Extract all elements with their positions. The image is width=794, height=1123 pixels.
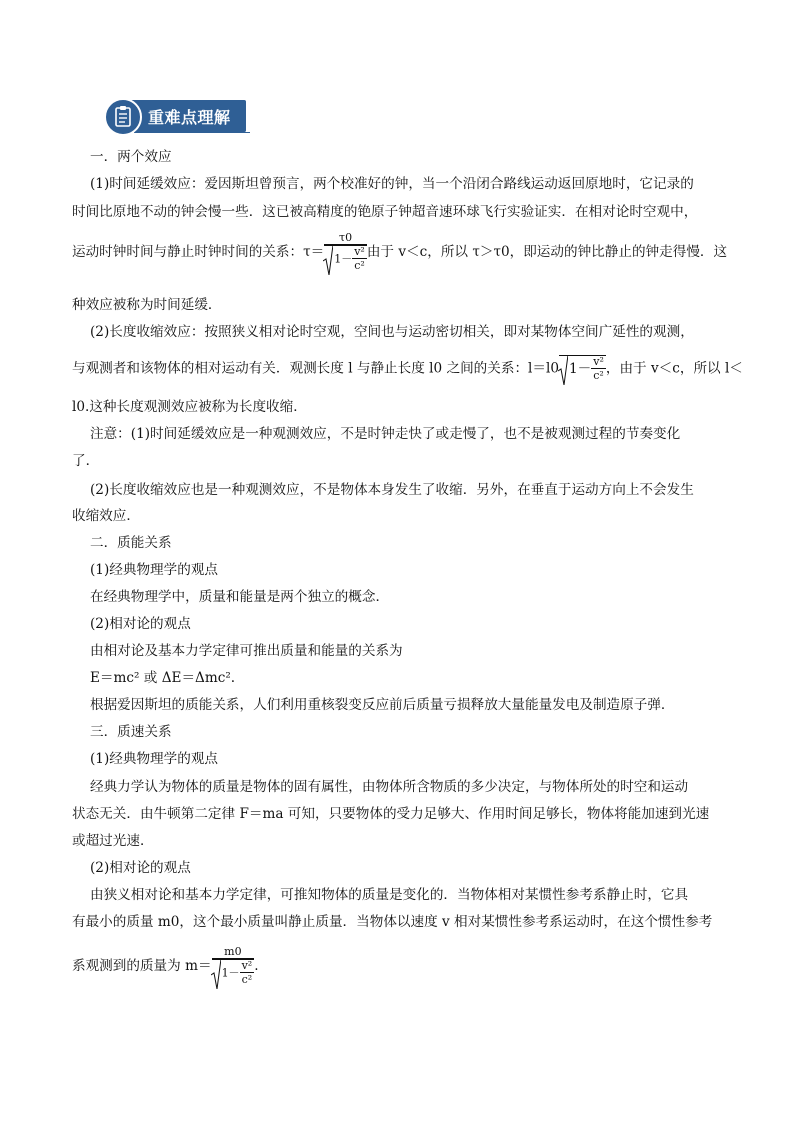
mass-velocity-relativity-line-1: 由狭义相对论和基本力学定律，可推知物体的质量是变化的．当物体相对某惯性参考系静止时，它具 — [90, 887, 689, 903]
formula-numerator-m0: m0 — [212, 946, 255, 959]
header-underline — [134, 132, 250, 133]
mass-energy-relativity-heading: (2)相对论的观点 — [90, 616, 191, 632]
length-relation-conclusion: ，由于 v＜c，所以 l＜ — [605, 360, 743, 377]
time-dilation-line-4: 种效应被称为时间延缓． — [72, 297, 222, 313]
mass-velocity-formula — [212, 946, 255, 987]
mass-velocity-classic-line-2: 状态无关．由牛顿第二定律 F＝ma 可知，只要物体的受力足够大、作用时间足够长，物体将能加速到光速 — [72, 806, 710, 822]
time-dilation-line-2: 时间比原地不动的钟会慢一些．这已被高精度的铯原子钟超音速环球飞行实验证实．在相对论时空观中， — [72, 204, 698, 220]
mass-velocity-relativity-line-2: 有最小的质量 m0，这个最小质量叫静止质量．当物体以速度 v 相对某惯性参考系运动时，在这个惯性参考 — [72, 914, 713, 930]
mass-velocity-classic-line-1: 经典力学认为物体的质量是物体的固有属性，由物体所含物质的多少决定，与物体所处的时空和运动 — [90, 779, 689, 795]
mass-velocity-relativity-heading: (2)相对论的观点 — [90, 860, 191, 876]
length-relation-text: 与观测者和该物体的相对运动有关．观测长度 l 与静止长度 l0 之间的关系：l＝l0 — [72, 360, 559, 377]
mass-energy-relativity-text: 由相对论及基本力学定律可推出质量和能量的关系为 — [90, 643, 403, 659]
section-header-badge — [104, 98, 246, 136]
note-line-4: 收缩效应． — [72, 508, 140, 524]
section-3-title: 三．质速关系 — [90, 724, 172, 740]
time-dilation-line-1: (1)时间延缓效应：爱因斯坦曾预言，两个校准好的钟，当一个沿闭合路线运动返回原地时，它记录的 — [90, 176, 694, 192]
length-contraction-line-1: (2)长度收缩效应：按照狭义相对论时空观，空间也与运动密切相关，即对某物体空间广延性的观测， — [90, 324, 694, 340]
formula-period: . — [254, 958, 259, 974]
mass-energy-application: 根据爱因斯坦的质能关系，人们利用重核裂变反应前后质量亏损释放大量能量发电及制造原子弹． — [90, 697, 675, 713]
section-1-title: 一．两个效应 — [90, 149, 172, 165]
mass-velocity-relativity-line-3 — [72, 946, 259, 987]
note-line-2: 了． — [72, 453, 100, 469]
time-relation-text: 运动时钟时间与静止时钟时间的关系：τ＝ — [72, 244, 325, 260]
note-line-1: 注意：(1)时间延缓效应是一种观测效应，不是时钟走快了或走慢了，也不是被观测过程的节奏变化 — [90, 426, 681, 442]
mass-relation-text: 系观测到的质量为 m＝ — [72, 958, 212, 974]
mass-velocity-classic-heading: (1)经典物理学的观点 — [90, 751, 219, 767]
length-formula-sqrt: 1－ $\frac{\text{v²}}{\text{c²}}$ — [559, 355, 606, 383]
clipboard-icon — [104, 98, 142, 136]
note-line-3: (2)长度收缩效应也是一种观测效应，不是物体本身发生了收缩．另外，在垂直于运动方向上不会发生 — [90, 482, 694, 498]
mass-velocity-classic-line-3: 或超过光速． — [72, 833, 154, 849]
section-2-title: 二．质能关系 — [90, 535, 172, 551]
header-title: 重难点理解 — [148, 108, 231, 127]
time-dilation-formula — [324, 232, 367, 273]
length-contraction-line-3: l0.这种长度观测效应被称为长度收缩． — [72, 399, 307, 415]
sqrt-sign: 1－ $\frac{\text{v²}}{\text{c²}}$ — [324, 245, 367, 273]
mass-energy-classic-text: 在经典物理学中，质量和能量是两个独立的概念． — [90, 589, 390, 605]
formula-numerator-tau0: τ0 — [324, 232, 367, 245]
length-contraction-line-2 — [72, 355, 743, 383]
mass-energy-classic-heading: (1)经典物理学的观点 — [90, 562, 219, 578]
time-dilation-line-3 — [72, 232, 727, 273]
mass-energy-formula: E＝mc² 或 ΔE＝Δmc². — [90, 670, 236, 686]
mass-formula-sqrt: 1－ $\frac{\text{v²}}{\text{c²}}$ — [212, 959, 255, 987]
time-relation-conclusion: 由于 v＜c，所以 τ＞τ0，即运动的钟比静止的钟走得慢．这 — [366, 244, 728, 260]
